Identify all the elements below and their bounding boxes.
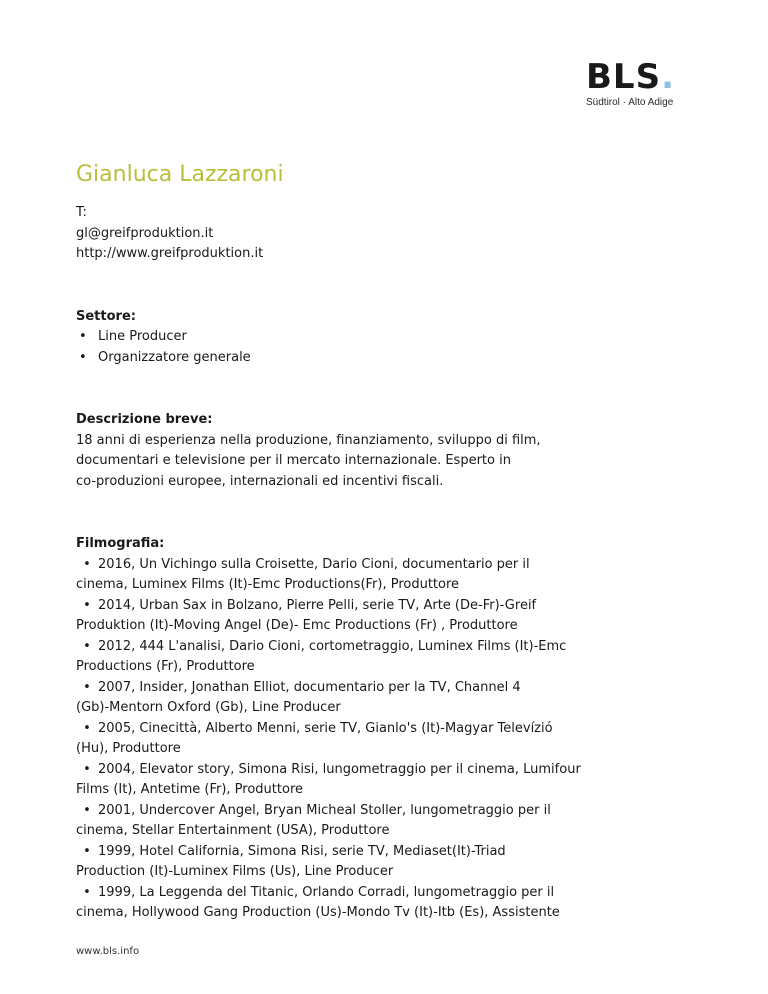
filmografia-entry: [76, 637, 716, 678]
settore-heading: Settore:: [76, 308, 136, 324]
filmografia-section: [76, 534, 716, 924]
bullet-icon: •: [83, 679, 91, 695]
contact-phone: T:: [76, 205, 87, 220]
filmografia-entry-line: Productions (Fr), Produttore: [76, 659, 255, 674]
filmografia-entry-line: (Hu), Produttore: [76, 741, 181, 756]
filmografia-entry-line: [76, 801, 716, 822]
filmografia-entry: [76, 719, 716, 760]
filmografia-entry: [76, 596, 716, 637]
descrizione-line: 18 anni di esperienza nella produzione, finanziamento, sviluppo di film,: [76, 432, 541, 448]
filmografia-entry-line: [76, 555, 716, 576]
logo-dot: .: [661, 57, 675, 97]
contact-block: [76, 203, 716, 265]
filmografia-entry-line: Produktion (It)-Moving Angel (De)- Emc Productions (Fr) , Produttore: [76, 618, 518, 633]
bullet-icon: •: [83, 720, 91, 736]
bls-logo: [586, 57, 678, 112]
filmografia-entry-text: 2001, Undercover Angel, Bryan Micheal Stoller, lungometraggio per il: [98, 802, 551, 818]
filmografia-entry-text: 2012, 444 L'analisi, Dario Cioni, cortometraggio, Luminex Films (It)-Emc: [98, 638, 567, 654]
settore-list: [76, 327, 716, 368]
filmografia-entry-line: [76, 760, 716, 781]
logo-mark: [586, 57, 678, 97]
bullet-icon: •: [83, 638, 91, 654]
descrizione-section: [76, 410, 716, 492]
filmografia-heading: Filmografia:: [76, 536, 165, 551]
filmografia-entry-text: 2004, Elevator story, Simona Risi, lungometraggio per il cinema, Lumifour: [98, 761, 581, 777]
bullet-icon: •: [83, 761, 91, 777]
filmografia-entry-line: [76, 719, 716, 740]
settore-item: • Organizzatore generale: [76, 348, 716, 369]
descrizione-heading: Descrizione breve:: [76, 412, 213, 427]
logo-subtitle: Südtirol · Alto Adige: [586, 97, 674, 108]
descrizione-line: co-produzioni europee, internazionali ed incentivi fiscali.: [76, 473, 444, 489]
bullet-icon: •: [83, 884, 91, 900]
profile-content: [76, 203, 716, 924]
filmografia-entry-text: 2016, Un Vichingo sulla Croisette, Dario Cioni, documentario per il: [98, 556, 530, 572]
bullet-icon: •: [83, 556, 91, 572]
filmografia-entry-line: cinema, Stellar Entertainment (USA), Produttore: [76, 823, 390, 838]
contact-website[interactable]: http://www.greifproduktion.it: [76, 246, 264, 261]
filmografia-entry-line: [76, 678, 716, 699]
filmografia-entry-text: 2007, Insider, Jonathan Elliot, documentario per la TV, Channel 4: [98, 679, 521, 695]
settore-item: • Line Producer: [76, 327, 716, 348]
filmografia-entry-text: 1999, La Leggenda del Titanic, Orlando Corradi, lungometraggio per il: [98, 884, 555, 900]
filmografia-list: [76, 555, 716, 924]
filmografia-entry: [76, 883, 716, 924]
filmografia-entry: [76, 555, 716, 596]
descrizione-line: documentari e televisione per il mercato internazionale. Esperto in: [76, 453, 511, 468]
filmografia-entry: [76, 760, 716, 801]
settore-section: [76, 307, 716, 369]
filmografia-entry-line: Films (It), Antetime (Fr), Produttore: [76, 782, 303, 797]
filmografia-entry-text: 1999, Hotel California, Simona Risi, serie TV, Mediaset(It)-Triad: [98, 843, 506, 859]
filmografia-entry-text: 2014, Urban Sax in Bolzano, Pierre Pelli, serie TV, Arte (De-Fr)-Greif: [98, 597, 537, 613]
bullet-icon: •: [83, 597, 91, 613]
bullet-icon: •: [83, 802, 91, 818]
filmografia-entry-line: [76, 637, 716, 658]
filmografia-entry-line: [76, 596, 716, 617]
filmografia-entry-line: Production (It)-Luminex Films (Us), Line Producer: [76, 864, 394, 879]
bullet-icon: •: [83, 843, 91, 859]
filmografia-entry-line: cinema, Hollywood Gang Production (Us)-Mondo Tv (It)-Itb (Es), Assistente: [76, 905, 560, 920]
person-name: Gianluca Lazzaroni: [76, 162, 284, 187]
filmografia-entry-line: (Gb)-Mentorn Oxford (Gb), Line Producer: [76, 700, 341, 715]
filmografia-entry: [76, 842, 716, 883]
filmografia-entry: [76, 678, 716, 719]
filmografia-entry-text: 2005, Cinecittà, Alberto Menni, serie TV, Gianlo's (It)-Magyar Televízió: [98, 720, 553, 736]
filmografia-entry-line: cinema, Luminex Films (It)-Emc Productions(Fr), Produttore: [76, 577, 460, 592]
footer-url[interactable]: www.bls.info: [76, 946, 140, 957]
filmografia-entry-line: [76, 883, 716, 904]
filmografia-entry-line: [76, 842, 716, 863]
contact-email[interactable]: gl@greifproduktion.it: [76, 225, 214, 241]
filmografia-entry: [76, 801, 716, 842]
logo-mark-text: BLS: [586, 57, 662, 97]
